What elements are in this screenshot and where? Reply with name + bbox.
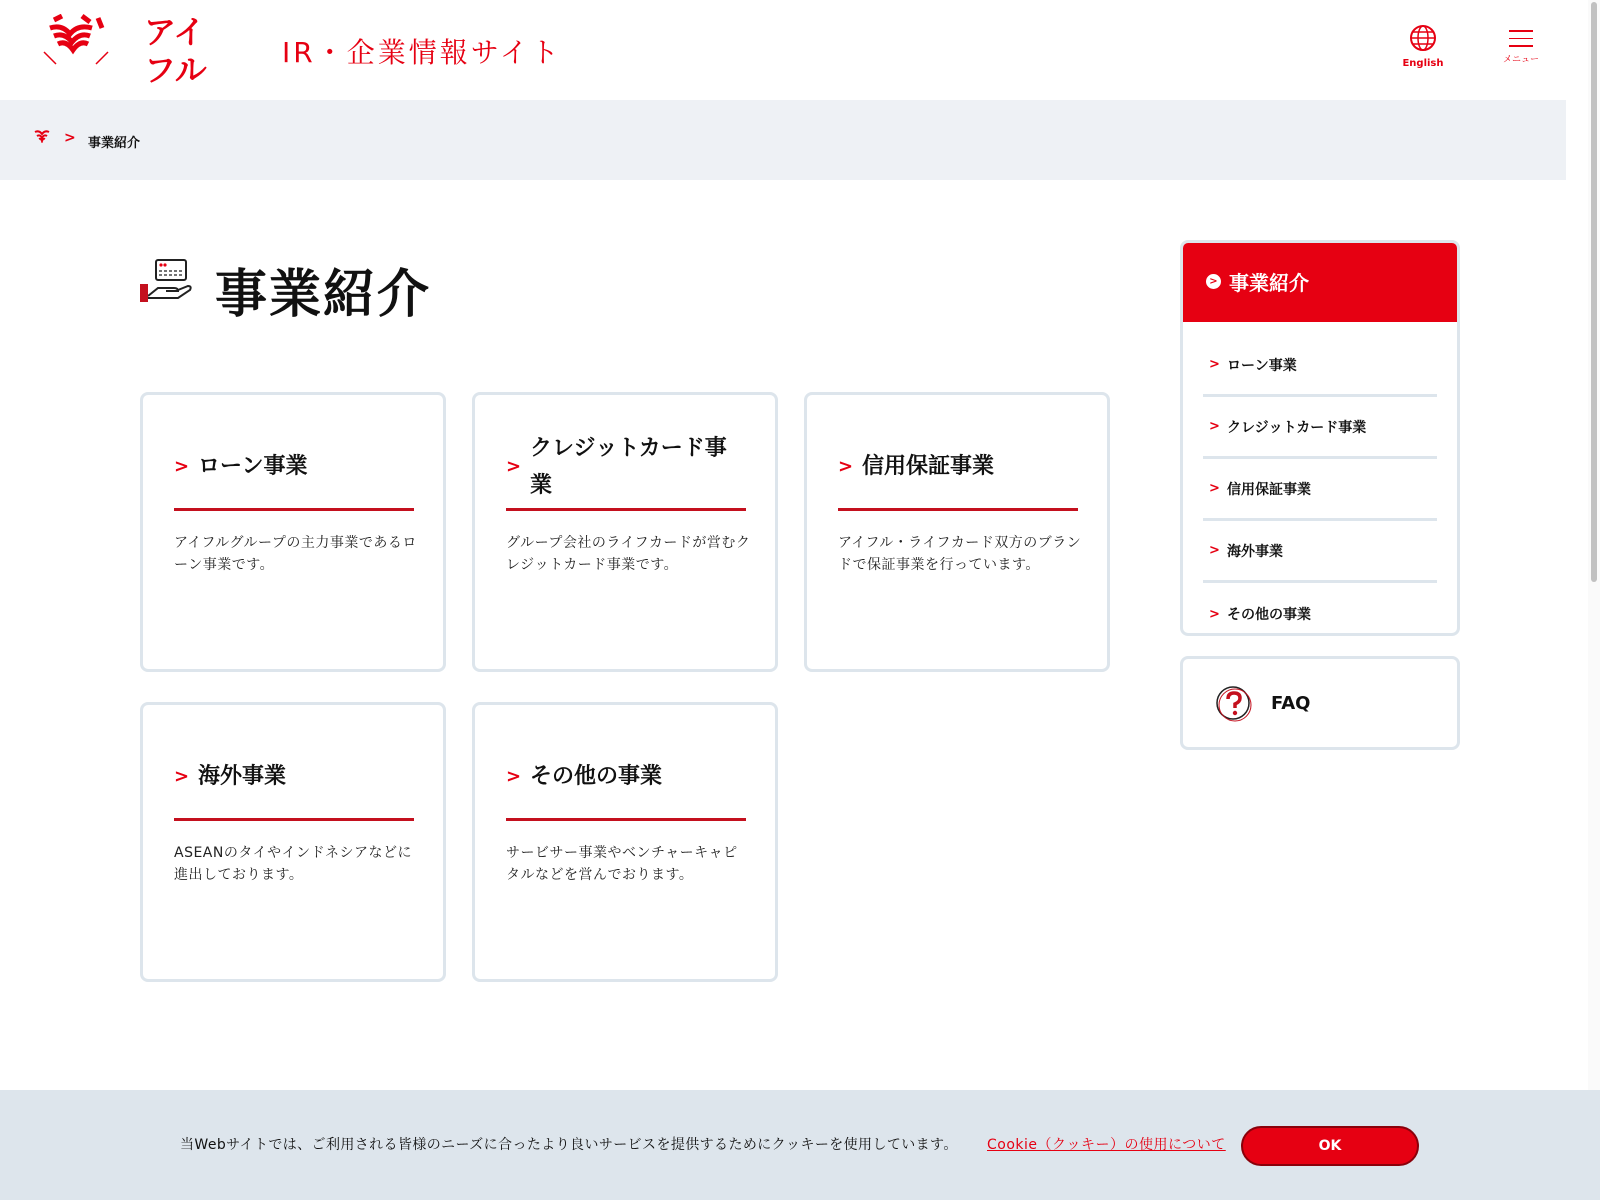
cookie-message: 当Webサイトでは、ご利用される皆様のニーズに合ったより良いサービスを提供するためにクッキーを使用しています。 [180,1137,958,1153]
card-title: 海外事業 [198,764,287,789]
english-button[interactable] [1392,24,1454,72]
logo-line-2: フル [144,51,207,89]
chevron-right-icon: > [1209,419,1220,434]
page-title: 事業紹介 [215,265,432,325]
scrollbar[interactable] [1588,0,1600,1200]
site-title[interactable]: IR・企業情報サイト [282,36,562,69]
card-credit-guarantee[interactable] [804,392,1110,672]
card-header [838,425,1078,511]
aiful-logo-icon[interactable] [42,14,114,74]
sidenav-item-label: 信用保証事業 [1227,481,1311,498]
menu-button[interactable] [1490,26,1552,72]
faq-label: FAQ [1271,693,1311,714]
faq-link[interactable] [1180,656,1460,750]
sidenav-item-loan[interactable] [1203,335,1437,397]
card-title: 信用保証事業 [862,454,995,479]
sidenav-item-overseas[interactable] [1203,521,1437,583]
card-hand-icon [138,256,194,308]
sidenav-item-label: 海外事業 [1227,543,1283,560]
home-logo-icon[interactable] [34,128,50,147]
card-credit-card[interactable] [472,392,778,672]
globe-icon [1409,24,1437,52]
card-header [174,735,414,821]
cookie-policy-link[interactable]: Cookie（クッキー）の使用について [987,1137,1226,1153]
card-title: その他の事業 [530,764,663,789]
chevron-right-icon: > [838,456,854,477]
breadcrumb-current: 事業紹介 [88,136,141,151]
card-header [506,735,746,821]
breadcrumb-separator: > [64,130,76,146]
sidenav-item-label: ローン事業 [1227,357,1297,374]
chevron-right-icon: > [506,766,522,787]
card-title: クレジットカード事業 [530,435,727,498]
aiful-logo-text[interactable] [142,13,212,89]
sidenav-item-credit-card[interactable] [1203,397,1437,459]
chevron-right-icon: > [174,456,190,477]
sidenav-item-label: その他の事業 [1227,607,1311,623]
site-header [0,0,1566,100]
card-description: サービサー事業やベンチャーキャピタルなどを営んでおります。 [506,845,738,883]
chevron-right-icon: > [1209,357,1220,372]
card-header [174,425,414,511]
card-description: アイフルグループの主力事業であるローン事業です。 [174,535,417,573]
chevron-right-icon: > [1209,543,1220,558]
chevron-right-icon: > [1209,481,1220,496]
card-loan[interactable] [140,392,446,672]
card-overseas[interactable] [140,702,446,982]
sidenav-heading-label: 事業紹介 [1229,270,1309,295]
hamburger-icon [1509,30,1533,47]
cookie-ok-button[interactable]: OK [1241,1126,1419,1166]
sidenav-heading[interactable] [1180,240,1460,322]
circle-arrow-icon: > [1206,274,1221,289]
card-title: ローン事業 [198,454,308,479]
card-description: アイフル・ライフカード双方のブランドで保証事業を行っています。 [838,535,1082,573]
chevron-right-icon: > [1209,606,1220,622]
card-header [506,425,746,511]
sidenav-item-label: クレジットカード事業 [1227,419,1367,436]
breadcrumb [0,100,1566,180]
sidenav-item-other[interactable] [1203,583,1437,636]
logo-line-1: アイ [144,13,206,51]
menu-label: メニュー [1502,54,1539,65]
sidenav-item-credit-guarantee[interactable] [1203,459,1437,521]
side-navigation [1180,240,1460,636]
scrollbar-thumb[interactable] [1591,2,1597,582]
card-other[interactable] [472,702,778,982]
chevron-right-icon: > [506,456,522,477]
card-description: グループ会社のライフカードが営むクレジットカード事業です。 [506,535,751,573]
english-label: English [1402,58,1444,69]
cookie-banner [0,1090,1600,1200]
chevron-right-icon: > [174,766,190,787]
question-icon [1215,685,1253,727]
card-description: ASEANのタイやインドネシアなどに進出しております。 [174,845,412,883]
